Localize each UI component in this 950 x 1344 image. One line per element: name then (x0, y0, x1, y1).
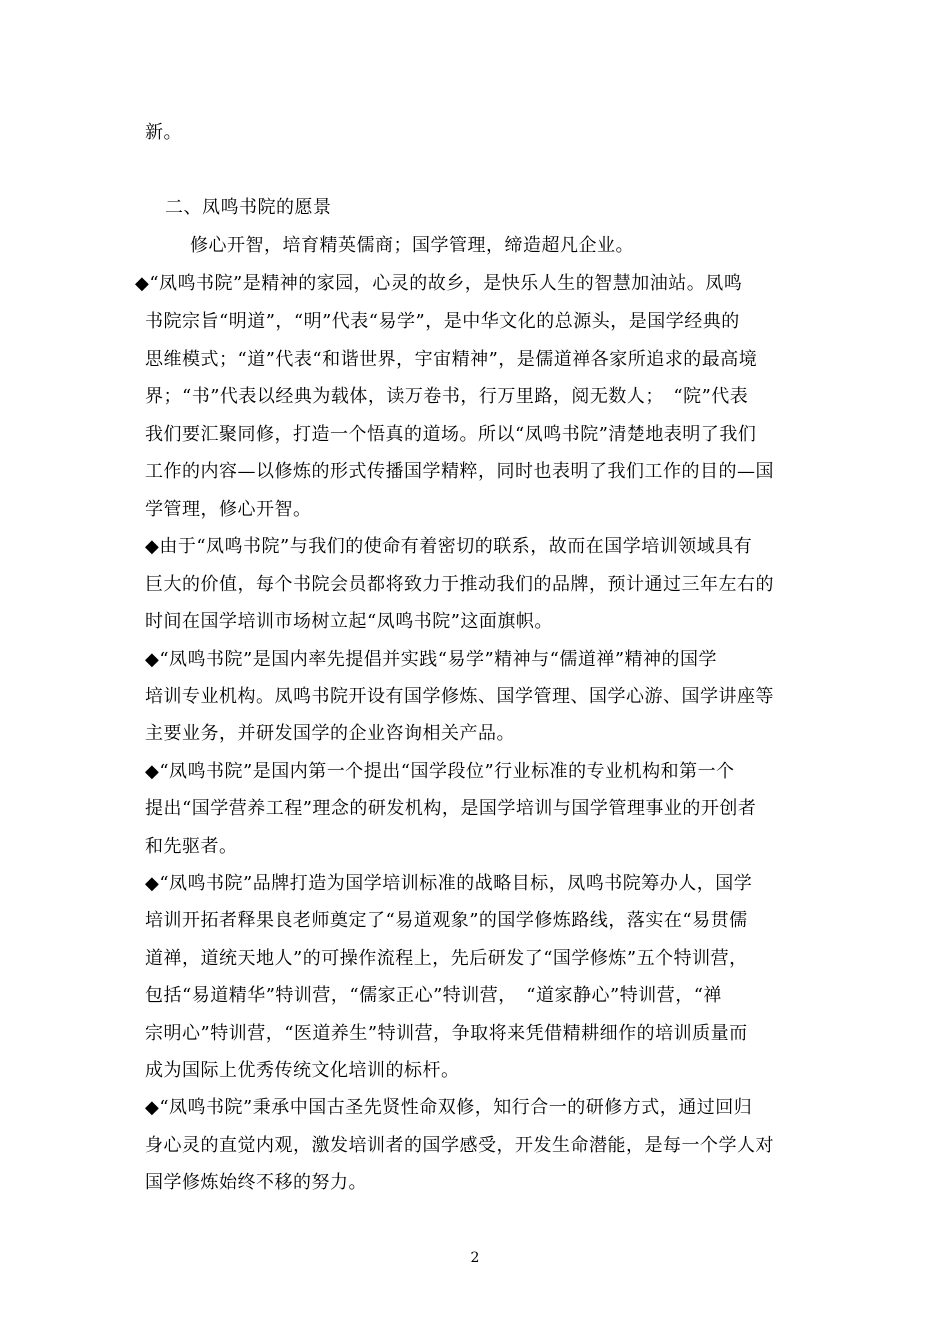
text-line: ◆“凤鸣书院”品牌打造为国学培训标准的战略目标，凤鸣书院筹办人，国学 (145, 873, 753, 894)
text-line: ◆“凤鸣书院”是精神的家园，心灵的故乡，是快乐人生的智慧加油站。凤鸣 (135, 273, 743, 294)
text-line: 和先驱者。 (145, 836, 238, 857)
section-heading: 二、凤鸣书院的愿景 (165, 197, 332, 218)
text-line: 身心灵的直觉内观，激发培训者的国学感受，开发生命潜能，是每一个学人对 (145, 1135, 774, 1156)
text-line: 我们要汇聚同修，打造一个悟真的道场。所以“凤鸣书院”清楚地表明了我们 (145, 424, 757, 445)
text-line: ◆“凤鸣书院”秉承中国古圣先贤性命双修，知行合一的研修方式，通过回归 (145, 1097, 753, 1118)
text-line: 道禅，道统天地人”的可操作流程上，先后研发了“国学修炼”五个特训营， (145, 948, 748, 969)
text-line: 学管理，修心开智。 (145, 499, 312, 520)
text-line: 新。 (145, 122, 182, 143)
text-line: 培训开拓者释果良老师奠定了“易道观象”的国学修炼路线，落实在“易贯儒 (145, 910, 748, 931)
text-line: ◆由于“凤鸣书院”与我们的使命有着密切的联系，故而在国学培训领域具有 (145, 536, 753, 557)
text-line: 包括“易道精华”特训营，“儒家正心”特训营， “道家静心”特训营，“禅 (145, 985, 722, 1006)
page-number: 2 (470, 1250, 480, 1266)
text-line: 宗明心”特训营，“医道养生”特训营，争取将来凭借精耕细作的培训质量而 (145, 1023, 748, 1044)
text-line: 成为国际上优秀传统文化培训的标杆。 (145, 1060, 460, 1081)
text-line: 巨大的价值，每个书院会员都将致力于推动我们的品牌，预计通过三年左右的 (145, 574, 774, 595)
text-line: ◆“凤鸣书院”是国内第一个提出“国学段位”行业标准的专业机构和第一个 (145, 761, 735, 782)
text-line: 工作的内容—以修炼的形式传播国学精粹，同时也表明了我们工作的目的—国 (145, 461, 774, 482)
text-line: 国学修炼始终不移的努力。 (145, 1172, 367, 1193)
text-line: 培训专业机构。凤鸣书院开设有国学修炼、国学管理、国学心游、国学讲座等 (145, 686, 774, 707)
text-line: 书院宗旨“明道”，“明”代表“易学”，是中华文化的总源头，是国学经典的 (145, 311, 740, 332)
text-line: 提出“国学营养工程”理念的研发机构，是国学培训与国学管理事业的开创者 (145, 798, 757, 819)
text-line: 界；“书”代表以经典为载体，读万卷书，行万里路，阅无数人； “院”代表 (145, 386, 749, 407)
text-line: 主要业务，并研发国学的企业咨询相关产品。 (145, 723, 515, 744)
text-line: 时间在国学培训市场树立起“凤鸣书院”这面旗帜。 (145, 611, 553, 632)
vision-statement: 修心开智，培育精英儒商；国学管理，缔造超凡企业。 (190, 235, 634, 256)
text-line: ◆“凤鸣书院”是国内率先提倡并实践“易学”精神与“儒道禅”精神的国学 (145, 649, 718, 670)
text-line: 思维模式；“道”代表“和谐世界，宇宙精神”，是儒道禅各家所追求的最高境 (145, 349, 758, 370)
